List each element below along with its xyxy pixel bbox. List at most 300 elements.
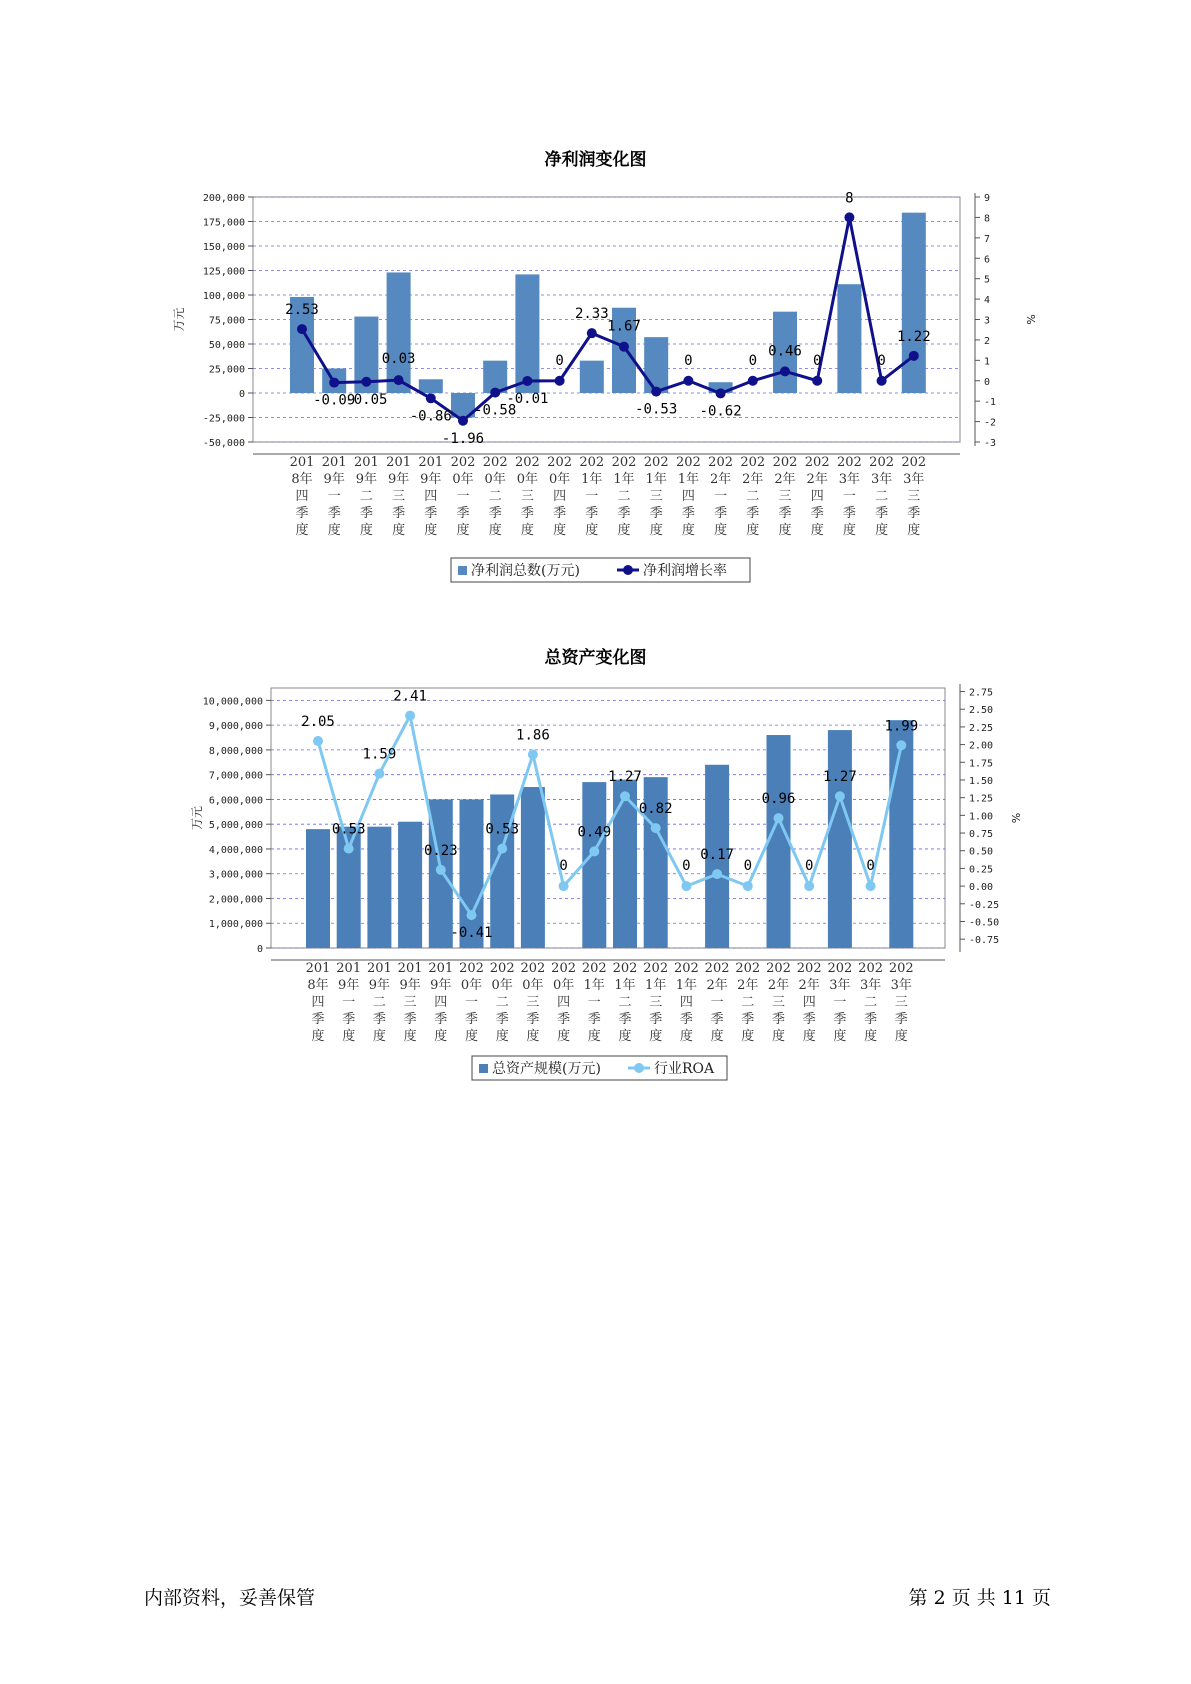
x-tick-label-line: 3年 xyxy=(829,978,851,993)
x-tick-label-line: 一 xyxy=(342,995,356,1010)
y2-tick-label: 1.00 xyxy=(969,811,994,823)
x-tick-label xyxy=(336,961,361,1044)
x-tick-label-line: 季 xyxy=(327,506,341,521)
x-tick-label xyxy=(827,961,852,1044)
x-tick-label-line: 0年 xyxy=(552,978,575,993)
y2-tick-label: 2.00 xyxy=(969,740,994,752)
x-tick-label-line: 1年 xyxy=(581,472,603,487)
x-tick-label-line: 度 xyxy=(520,523,534,538)
x-tick-label-line: 201 xyxy=(336,961,362,976)
data-label: -0.53 xyxy=(635,401,678,418)
x-tick-label-line: 度 xyxy=(403,1029,417,1044)
series-point xyxy=(620,791,630,801)
x-tick-label-line: 二 xyxy=(746,489,760,504)
bar xyxy=(490,794,514,948)
y2-tick-label: 2.75 xyxy=(969,687,994,699)
x-tick-label xyxy=(858,961,883,1044)
y-tick-label: 100,000 xyxy=(202,291,245,302)
x-tick-label-line: 三 xyxy=(403,995,417,1010)
x-tick-label-line: 202 xyxy=(708,455,734,470)
x-tick-label-line: 四 xyxy=(295,489,309,504)
x-tick-label-line: 季 xyxy=(617,506,631,521)
series-point xyxy=(712,869,722,879)
x-tick-label-line: 季 xyxy=(875,506,889,521)
y-tick-label: 4,000,000 xyxy=(208,844,263,856)
x-tick-label-line: 季 xyxy=(771,1012,786,1027)
x-tick-label-line: 季 xyxy=(679,1012,693,1027)
x-tick-label-line: 9年 xyxy=(323,472,345,487)
x-tick-label-line: 季 xyxy=(714,506,728,521)
bar xyxy=(521,787,545,948)
legend-label-bar: 总资产规模(万元) xyxy=(492,1061,601,1077)
x-tick-label-line: 9年 xyxy=(368,978,391,993)
x-tick-label-line: 1年 xyxy=(645,978,667,993)
total-assets-chart-title: 总资产变化图 xyxy=(544,648,647,668)
x-tick-label-line: 度 xyxy=(618,1029,632,1044)
x-tick-label-line: 季 xyxy=(618,1012,632,1027)
x-tick-label-line: 202 xyxy=(766,961,791,976)
series-point xyxy=(651,823,661,833)
x-tick-label-line: 度 xyxy=(526,1029,540,1044)
x-tick-label-line: 202 xyxy=(827,961,853,976)
x-tick-label-line: 201 xyxy=(366,961,392,976)
x-tick-label-line: 度 xyxy=(295,523,309,538)
x-tick-label xyxy=(582,961,607,1044)
x-tick-label-line: 202 xyxy=(611,455,637,470)
bar xyxy=(580,361,604,393)
x-tick-label-line: 1年 xyxy=(613,472,635,487)
x-tick-label-line: 度 xyxy=(372,1029,386,1044)
x-tick-label-line: 9年 xyxy=(387,472,410,487)
x-tick-label-line: 0年 xyxy=(484,472,506,487)
y2-tick-label: 6 xyxy=(984,254,991,266)
bar xyxy=(889,720,913,948)
data-label: 0.23 xyxy=(423,842,458,859)
x-tick-label-line: 202 xyxy=(901,455,927,470)
x-tick-label-line: 季 xyxy=(311,1012,325,1027)
series-point xyxy=(497,844,507,854)
x-tick-label-line: 8年 xyxy=(307,978,329,993)
data-label: -0.58 xyxy=(474,402,517,419)
x-tick-label-line: 季 xyxy=(587,1012,601,1027)
x-tick-label-line: 2年 xyxy=(767,978,790,993)
x-tick-label-line: 1年 xyxy=(675,978,698,993)
x-tick-label-line: 202 xyxy=(612,961,638,976)
bar xyxy=(644,337,668,393)
x-tick-label-line: 度 xyxy=(746,523,760,538)
x-tick-label-line: 度 xyxy=(342,1029,356,1044)
bar xyxy=(767,735,791,948)
x-tick-label-line: 3年 xyxy=(870,472,893,487)
x-tick-label xyxy=(515,455,540,538)
y-tick-label: -50,000 xyxy=(202,438,245,449)
data-label: 0 xyxy=(748,352,758,369)
data-label: 0.53 xyxy=(485,821,520,838)
series-point xyxy=(683,376,693,386)
y2-axis-title: % xyxy=(1009,812,1022,824)
bar xyxy=(582,782,606,948)
data-label: 0 xyxy=(877,352,886,369)
y2-tick-label: 5 xyxy=(984,274,991,286)
x-tick-label-line: 四 xyxy=(557,995,571,1010)
y2-tick-label: 1.25 xyxy=(969,793,994,805)
x-tick-label xyxy=(613,961,638,1044)
x-tick-label xyxy=(676,455,701,538)
series-point xyxy=(361,377,371,387)
x-tick-label xyxy=(367,961,392,1044)
x-tick-label-line: 季 xyxy=(434,1012,448,1027)
x-tick-label-line: 季 xyxy=(526,1012,540,1027)
x-tick-label-line: 一 xyxy=(587,995,601,1010)
x-tick-label-line: 三 xyxy=(771,995,786,1010)
x-tick-label-line: 季 xyxy=(495,1012,509,1027)
x-tick-label-line: 季 xyxy=(372,1012,386,1027)
legend-swatch-point xyxy=(634,1063,644,1073)
x-tick-label-line: 2年 xyxy=(798,978,820,993)
y2-tick-label: -0.75 xyxy=(969,935,1000,947)
y2-tick-label: 8 xyxy=(984,213,991,225)
y2-tick-label: 4 xyxy=(984,295,991,307)
x-tick-label xyxy=(386,455,411,538)
x-tick-label-line: 季 xyxy=(681,506,695,521)
bar xyxy=(367,827,391,948)
x-tick-label-line: 9年 xyxy=(430,978,452,993)
x-tick-label xyxy=(483,455,508,538)
y2-tick-label: -1 xyxy=(984,397,997,409)
x-tick-label xyxy=(428,961,453,1044)
y2-tick-label: -2 xyxy=(984,417,997,429)
x-tick-label-line: 度 xyxy=(617,523,631,538)
series-point xyxy=(374,769,384,779)
y2-tick-label: 9 xyxy=(984,193,991,204)
x-tick-label-line: 一 xyxy=(585,489,599,504)
data-label: 0.82 xyxy=(638,801,673,818)
series-point xyxy=(804,881,814,891)
x-tick-label-line: 8年 xyxy=(291,472,313,487)
y-tick-label: 25,000 xyxy=(208,364,245,376)
x-tick-label-line: 1年 xyxy=(614,978,636,993)
x-tick-label-line: 0年 xyxy=(516,472,539,487)
bar xyxy=(828,730,852,948)
bar xyxy=(837,284,861,393)
data-label: 2.41 xyxy=(393,688,427,705)
y-tick-label: 0 xyxy=(238,389,245,400)
x-tick-label-line: 0年 xyxy=(548,472,571,487)
x-tick-label-line: 季 xyxy=(488,506,502,521)
series-point xyxy=(329,378,339,388)
x-tick-label xyxy=(797,961,822,1044)
series-point xyxy=(587,328,597,338)
y-tick-label: 6,000,000 xyxy=(208,795,263,807)
bar xyxy=(398,822,422,948)
x-tick-label-line: 度 xyxy=(679,1029,693,1044)
y2-tick-label: -0.50 xyxy=(969,917,1000,929)
bar xyxy=(419,379,443,393)
x-tick-label-line: 三 xyxy=(778,489,792,504)
x-tick-label-line: 度 xyxy=(557,1029,571,1044)
x-tick-label xyxy=(869,455,894,538)
series-point xyxy=(619,342,629,352)
x-tick-label-line: 202 xyxy=(520,961,546,976)
x-tick-label-line: 9年 xyxy=(420,472,442,487)
data-label: 1.99 xyxy=(884,718,919,735)
x-tick-label-line: 一 xyxy=(710,995,724,1010)
x-tick-label-line: 度 xyxy=(585,523,599,538)
x-tick-label-line: 度 xyxy=(311,1029,325,1044)
bar xyxy=(306,829,330,948)
x-tick-label-line: 一 xyxy=(714,489,728,504)
x-tick-label-line: 三 xyxy=(392,489,406,504)
x-tick-label xyxy=(418,455,443,538)
legend-label-bar: 净利润总数(万元) xyxy=(471,563,580,579)
series-point xyxy=(436,865,446,875)
x-tick-label-line: 四 xyxy=(679,995,693,1010)
y-tick-label: 175,000 xyxy=(202,217,245,229)
x-tick-label xyxy=(740,455,765,538)
x-tick-label-line: 季 xyxy=(864,1012,878,1027)
series-point xyxy=(866,881,876,891)
data-label: -0.86 xyxy=(409,408,452,425)
data-label: 0.46 xyxy=(768,343,802,360)
x-tick-label-line: 度 xyxy=(714,523,728,538)
data-label: 0 xyxy=(684,352,693,369)
x-tick-label-line: 202 xyxy=(858,961,884,976)
x-tick-label-line: 度 xyxy=(802,1029,816,1044)
x-tick-label-line: 季 xyxy=(359,506,373,521)
x-tick-label-line: 202 xyxy=(482,455,508,470)
x-tick-label-line: 季 xyxy=(520,506,534,521)
x-tick-label-line: 季 xyxy=(464,1012,479,1027)
y2-tick-label: 7 xyxy=(984,233,991,245)
x-tick-label-line: 季 xyxy=(907,506,921,521)
x-tick-label-line: 季 xyxy=(295,506,309,521)
x-tick-label-line: 度 xyxy=(864,1029,878,1044)
x-tick-label-line: 季 xyxy=(802,1012,816,1027)
x-tick-label-line: 0年 xyxy=(491,978,513,993)
data-label: 1.67 xyxy=(607,318,641,335)
x-tick-label-line: 202 xyxy=(459,961,484,976)
data-label: 0 xyxy=(682,858,691,875)
x-tick-label-line: 度 xyxy=(587,1029,601,1044)
x-tick-label-line: 三 xyxy=(526,995,540,1010)
bar xyxy=(515,274,539,393)
x-tick-label-line: 二 xyxy=(372,995,386,1010)
x-tick-label-line: 201 xyxy=(428,961,454,976)
series-point xyxy=(405,711,415,721)
x-tick-label-line: 201 xyxy=(418,455,444,470)
data-label: 0 xyxy=(866,858,875,875)
x-tick-label-line: 季 xyxy=(778,506,792,521)
y2-tick-label: 0.25 xyxy=(969,864,994,876)
x-tick-label xyxy=(551,961,576,1044)
bar xyxy=(902,213,926,393)
x-tick-label xyxy=(579,455,604,538)
x-tick-label-line: 度 xyxy=(392,523,406,538)
data-label: 0 xyxy=(555,352,564,369)
series-point xyxy=(896,740,906,750)
legend-swatch-point xyxy=(623,565,633,575)
x-tick-label-line: 3年 xyxy=(859,978,882,993)
data-label: -0.05 xyxy=(345,391,388,408)
x-tick-label-line: 202 xyxy=(551,961,577,976)
x-tick-label-line: 季 xyxy=(833,1012,847,1027)
x-tick-label-line: 2年 xyxy=(709,472,732,487)
x-tick-label-line: 2年 xyxy=(706,978,728,993)
x-tick-label-line: 度 xyxy=(553,523,567,538)
x-tick-label-line: 201 xyxy=(397,961,423,976)
x-tick-label-line: 三 xyxy=(907,489,921,504)
x-tick-label-line: 季 xyxy=(649,506,663,521)
x-tick-label xyxy=(674,961,699,1044)
data-label: -1.96 xyxy=(441,430,485,447)
x-tick-label-line: 季 xyxy=(649,1012,663,1027)
x-tick-label xyxy=(705,961,730,1044)
x-tick-label-line: 二 xyxy=(488,489,502,504)
x-tick-label-line: 度 xyxy=(327,523,341,538)
series-point xyxy=(589,846,599,856)
y2-tick-label: -0.25 xyxy=(969,899,1000,911)
x-tick-label-line: 季 xyxy=(746,506,760,521)
data-label: 0.53 xyxy=(331,821,366,838)
x-tick-label-line: 度 xyxy=(710,1029,724,1044)
x-tick-label-line: 四 xyxy=(681,489,695,504)
net-profit-chart-title: 净利润变化图 xyxy=(544,150,647,170)
x-tick-label-line: 度 xyxy=(741,1029,755,1044)
x-tick-label-line: 四 xyxy=(810,489,824,504)
y-tick-label: 0 xyxy=(256,944,263,955)
x-tick-label-line: 201 xyxy=(353,455,379,470)
x-tick-label-line: 202 xyxy=(450,455,476,470)
x-tick-label-line: 0年 xyxy=(460,978,483,993)
x-tick-label xyxy=(773,455,798,538)
series-point xyxy=(313,736,323,746)
legend-swatch-bar xyxy=(479,1064,488,1073)
x-tick-label-line: 度 xyxy=(495,1029,509,1044)
x-tick-label-line: 度 xyxy=(907,523,921,538)
x-tick-label xyxy=(490,961,515,1044)
x-tick-label-line: 季 xyxy=(557,1012,571,1027)
x-tick-label xyxy=(290,455,315,538)
y2-tick-label: 2.50 xyxy=(969,705,994,717)
bar xyxy=(387,272,411,393)
series-point xyxy=(716,388,726,398)
x-tick-label-line: 202 xyxy=(514,455,540,470)
x-tick-label-line: 季 xyxy=(741,1012,755,1027)
x-tick-label-line: 202 xyxy=(643,961,669,976)
data-label: -0.62 xyxy=(699,403,742,420)
x-tick-label xyxy=(520,961,545,1044)
x-tick-label xyxy=(451,455,476,538)
data-label: 0 xyxy=(559,858,568,875)
x-tick-label xyxy=(837,455,862,538)
data-label: 0 xyxy=(812,352,822,369)
y2-tick-label: 0.75 xyxy=(969,829,994,841)
series-point xyxy=(426,393,436,403)
y2-tick-label: 0 xyxy=(984,376,991,388)
data-label: 0.03 xyxy=(381,351,416,368)
x-tick-label-line: 202 xyxy=(673,961,699,976)
y-axis-title: 万元 xyxy=(172,307,186,332)
series-point xyxy=(528,750,538,760)
x-tick-label-line: 202 xyxy=(643,455,669,470)
series-point xyxy=(467,910,477,920)
x-tick-label-line: 一 xyxy=(842,489,856,504)
x-tick-label-line: 3年 xyxy=(903,472,925,487)
x-tick-label-line: 二 xyxy=(741,995,755,1010)
x-tick-label-line: 202 xyxy=(836,455,862,470)
y-tick-label: -25,000 xyxy=(202,413,245,425)
x-tick-label-line: 度 xyxy=(833,1029,847,1044)
x-tick-label-line: 2年 xyxy=(806,472,828,487)
x-tick-label-line: 度 xyxy=(771,1029,786,1044)
series-point xyxy=(835,791,845,801)
x-tick-label-line: 201 xyxy=(321,455,347,470)
x-tick-label-line: 一 xyxy=(464,995,479,1010)
y2-tick-label: 2 xyxy=(984,335,991,347)
y-tick-label: 9,000,000 xyxy=(208,721,263,733)
y2-tick-label: 0.00 xyxy=(969,882,994,894)
data-label: -0.01 xyxy=(506,390,549,407)
x-tick-label-line: 201 xyxy=(386,455,412,470)
x-tick-label xyxy=(547,455,572,538)
y2-tick-label: 0.50 xyxy=(969,846,994,858)
x-tick-label-line: 202 xyxy=(888,961,914,976)
x-tick-label-line: 度 xyxy=(894,1029,908,1044)
data-label: 1.22 xyxy=(896,328,931,345)
x-tick-label-line: 三 xyxy=(520,489,534,504)
total-assets-chart xyxy=(0,668,1191,1108)
series-point xyxy=(297,324,307,334)
x-tick-label-line: 202 xyxy=(547,455,573,470)
x-tick-label-line: 9年 xyxy=(355,472,378,487)
x-tick-label xyxy=(322,455,347,538)
net-profit-chart xyxy=(0,170,1191,610)
x-tick-label-line: 度 xyxy=(681,523,695,538)
x-tick-label-line: 度 xyxy=(649,1029,663,1044)
x-tick-label-line: 季 xyxy=(403,1012,417,1027)
y-tick-label: 5,000,000 xyxy=(208,820,263,832)
x-tick-label xyxy=(306,961,331,1044)
y-axis-title: 万元 xyxy=(190,805,204,831)
x-tick-label-line: 0年 xyxy=(522,978,544,993)
series-point xyxy=(344,844,354,854)
x-tick-label-line: 202 xyxy=(704,961,730,976)
x-tick-label xyxy=(354,455,379,538)
footer-confidential-note: 内部资料，妥善保管 xyxy=(144,1587,316,1609)
x-tick-label-line: 一 xyxy=(327,489,341,504)
x-tick-label xyxy=(708,455,733,538)
x-tick-label-line: 季 xyxy=(894,1012,908,1027)
x-tick-label-line: 季 xyxy=(456,506,470,521)
x-tick-label-line: 季 xyxy=(424,506,438,521)
series-point xyxy=(877,376,887,386)
y-tick-label: 150,000 xyxy=(202,242,245,253)
series-point xyxy=(812,376,822,386)
data-label: 0.96 xyxy=(761,791,796,808)
data-label: 1.86 xyxy=(516,727,550,744)
y-tick-label: 7,000,000 xyxy=(208,770,263,782)
y2-tick-label: 1 xyxy=(984,356,991,368)
series-point xyxy=(909,351,919,361)
data-label: 2.05 xyxy=(301,714,335,731)
series-point xyxy=(743,881,753,891)
data-label: 1.59 xyxy=(362,746,397,763)
x-tick-label-line: 2年 xyxy=(774,472,796,487)
series-point xyxy=(458,416,468,426)
x-tick-label xyxy=(889,961,914,1044)
x-tick-label-line: 3年 xyxy=(838,472,861,487)
series-point xyxy=(774,813,784,823)
